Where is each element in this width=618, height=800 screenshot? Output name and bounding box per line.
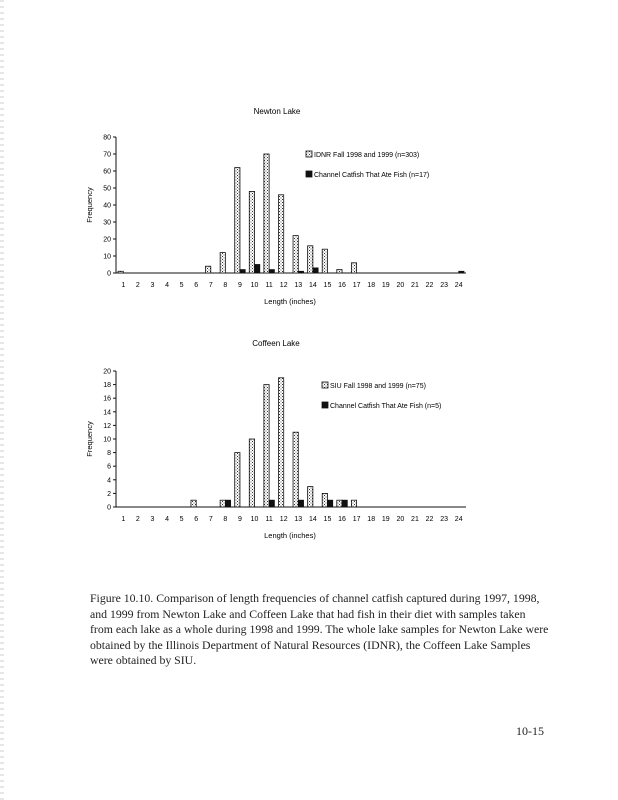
- x-tick-label: 24: [454, 282, 463, 289]
- x-tick-label: 9: [238, 516, 242, 523]
- x-tick-label: 2: [135, 282, 140, 289]
- x-tick-label: 12: [279, 282, 288, 289]
- y-tick-label: 50: [103, 185, 111, 193]
- bar-whole-lake: [351, 500, 356, 507]
- page-number: 10-15: [516, 724, 544, 738]
- legend-label-whole-lake: IDNR Fall 1998 and 1999 (n=303): [314, 152, 420, 159]
- bar-whole-lake: [118, 271, 123, 273]
- x-tick-label: 10: [250, 282, 259, 289]
- x-tick-label: 7: [208, 516, 213, 523]
- x-tick-label: 11: [265, 282, 273, 289]
- bar-whole-lake: [337, 500, 342, 507]
- bar-whole-lake: [220, 500, 225, 507]
- y-tick-label: 30: [103, 219, 111, 227]
- x-tick-label: 4: [165, 282, 169, 289]
- x-tick-label: 1: [121, 516, 126, 523]
- legend-swatch-whole-lake: [322, 382, 328, 388]
- bar-ate-fish: [459, 271, 464, 273]
- x-axis-label: Length (inches): [264, 297, 316, 306]
- y-axis-label: Frequency: [85, 187, 94, 223]
- coffeen-lake-chart: [0, 333, 618, 548]
- x-tick-label: 23: [440, 282, 449, 289]
- bar-whole-lake: [249, 439, 254, 507]
- x-tick-label: 16: [338, 282, 346, 289]
- bar-ate-fish: [327, 500, 332, 507]
- y-tick-label: 0: [107, 504, 111, 512]
- x-tick-label: 8: [223, 282, 228, 289]
- bar-whole-lake: [235, 168, 240, 273]
- y-tick-label: 14: [103, 409, 111, 417]
- coffeen-lake-chart-svg: [0, 333, 618, 548]
- x-tick-label: 6: [194, 516, 199, 523]
- y-tick-label: 20: [103, 236, 111, 244]
- x-tick-label: 15: [323, 516, 332, 523]
- bar-ate-fish: [269, 500, 274, 507]
- bar-ate-fish: [342, 500, 347, 507]
- bar-whole-lake: [206, 266, 211, 273]
- y-tick-label: 12: [103, 422, 111, 430]
- bar-whole-lake: [220, 253, 225, 273]
- y-tick-label: 0: [107, 270, 111, 278]
- bar-whole-lake: [322, 493, 327, 507]
- legend-label-ate-fish: Channel Catfish That Ate Fish (n=17): [314, 172, 430, 179]
- bar-ate-fish: [255, 265, 260, 274]
- bar-whole-lake: [264, 154, 269, 273]
- x-tick-label: 13: [294, 282, 303, 289]
- x-tick-label: 18: [367, 516, 376, 523]
- bar-whole-lake: [264, 385, 269, 507]
- y-axis-label: Frequency: [85, 421, 94, 457]
- bar-ate-fish: [225, 500, 230, 507]
- bar-whole-lake: [308, 487, 313, 507]
- x-tick-label: 1: [121, 282, 126, 289]
- chart-title: Newton Lake: [253, 107, 301, 116]
- x-tick-label: 20: [396, 282, 405, 289]
- x-tick-label: 19: [381, 282, 390, 289]
- y-tick-label: 16: [103, 395, 111, 403]
- y-tick-label: 18: [103, 382, 111, 390]
- bar-ate-fish: [298, 500, 303, 507]
- x-tick-label: 9: [238, 282, 242, 289]
- y-tick-label: 10: [103, 436, 111, 444]
- y-tick-label: 40: [103, 202, 111, 210]
- bar-whole-lake: [278, 195, 283, 273]
- bar-whole-lake: [308, 246, 313, 273]
- y-tick-label: 70: [103, 151, 111, 159]
- x-tick-label: 11: [265, 516, 273, 523]
- bar-whole-lake: [322, 249, 327, 273]
- figure-caption: Figure 10.10. Comparison of length frequencies of channel catfish captured during 1997, 1998, and 1999 from Newton Lake and Coffeen Lake that had fish in their diet with samples taken from each lake as a whole during 1998 and 1999. The whole lake samples for Newton Lake were obtained by the Illinois Department of Natural Resources (IDNR), the Coffeen Lake Samples were obtained by SIU.: [90, 591, 549, 667]
- legend-label-ate-fish: Channel Catfish That Ate Fish (n=5): [330, 403, 442, 410]
- x-tick-label: 23: [440, 516, 449, 523]
- y-tick-label: 60: [103, 168, 111, 176]
- x-tick-label: 19: [381, 516, 390, 523]
- x-tick-label: 22: [425, 516, 434, 523]
- x-tick-label: 17: [352, 516, 361, 523]
- bar-whole-lake: [337, 270, 342, 273]
- x-tick-label: 6: [194, 282, 199, 289]
- x-tick-label: 20: [396, 516, 405, 523]
- x-axis-label: Length (inches): [264, 531, 316, 540]
- x-tick-label: 17: [352, 282, 361, 289]
- x-tick-label: 4: [165, 516, 169, 523]
- y-tick-label: 2: [107, 490, 111, 498]
- bar-ate-fish: [298, 271, 303, 273]
- x-tick-label: 7: [208, 282, 213, 289]
- bar-ate-fish: [313, 268, 318, 273]
- bar-ate-fish: [240, 270, 245, 273]
- bar-whole-lake: [278, 378, 283, 507]
- x-tick-label: 24: [454, 516, 463, 523]
- x-tick-label: 18: [367, 282, 376, 289]
- x-tick-label: 5: [179, 516, 184, 523]
- x-tick-label: 8: [223, 516, 228, 523]
- bar-whole-lake: [249, 191, 254, 273]
- legend-label-whole-lake: SIU Fall 1998 and 1999 (n=75): [330, 383, 426, 390]
- x-tick-label: 13: [294, 516, 303, 523]
- legend-swatch-whole-lake: [306, 151, 312, 157]
- x-tick-label: 21: [411, 516, 419, 523]
- bar-whole-lake: [293, 432, 298, 507]
- y-tick-label: 6: [107, 463, 111, 471]
- newton-lake-chart: [0, 100, 618, 315]
- bar-whole-lake: [235, 453, 240, 507]
- legend-swatch-ate-fish: [306, 171, 312, 177]
- x-tick-label: 15: [323, 282, 332, 289]
- bar-whole-lake: [293, 236, 298, 273]
- x-tick-label: 2: [135, 516, 140, 523]
- bar-ate-fish: [269, 270, 274, 273]
- x-tick-label: 22: [425, 282, 434, 289]
- bar-whole-lake: [191, 500, 196, 507]
- x-tick-label: 12: [279, 516, 288, 523]
- y-tick-label: 20: [103, 368, 111, 376]
- bar-whole-lake: [351, 263, 356, 273]
- y-tick-label: 10: [103, 253, 111, 261]
- x-tick-label: 14: [308, 516, 317, 523]
- x-tick-label: 3: [150, 282, 155, 289]
- x-tick-label: 5: [179, 282, 184, 289]
- x-tick-label: 21: [411, 282, 419, 289]
- legend-swatch-ate-fish: [322, 402, 328, 408]
- y-tick-label: 8: [107, 450, 111, 458]
- newton-lake-chart-svg: [0, 100, 618, 315]
- x-tick-label: 3: [150, 516, 155, 523]
- y-tick-label: 80: [103, 134, 111, 142]
- chart-title: Coffeen Lake: [252, 339, 300, 348]
- x-tick-label: 14: [308, 282, 317, 289]
- x-tick-label: 10: [250, 516, 259, 523]
- x-tick-label: 16: [338, 516, 346, 523]
- y-tick-label: 4: [107, 477, 111, 485]
